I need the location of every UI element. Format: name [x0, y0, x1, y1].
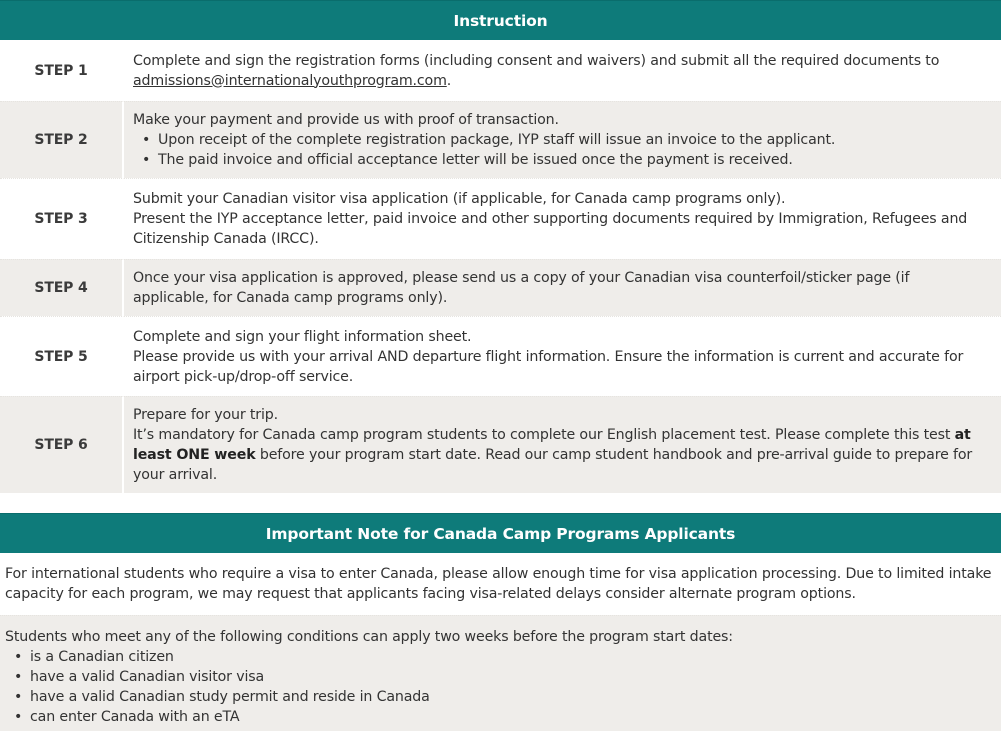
step-text-end: . — [446, 72, 452, 89]
step-text: It’s mandatory for Canada camp program students to complete our English placement test. Please complete this test — [133, 427, 955, 443]
step-line: Submit your Canadian visitor visa application (if applicable, for Canada camp programs only). — [133, 191, 786, 207]
note-paragraph: For international students who require a visa to enter Canada, please allow enough time for visa application processing. Due to limited intake capacity for each program, we may request that applicants facing visa-related delays consider alternate program options. — [0, 553, 1001, 615]
condition-item: • have a valid Canadian visitor visa — [13, 667, 996, 687]
step-body — [124, 178, 1001, 259]
bullet-item: • Upon receipt of the complete registration package, IYP staff will issue an invoice to the applicant. — [141, 130, 989, 150]
step-row-5 — [0, 316, 1001, 396]
bullet-item: • The paid invoice and official acceptance letter will be issued once the payment is received. — [141, 150, 989, 170]
step-text: Complete and sign the registration forms (including consent and waivers) and submit all the required documents to — [133, 52, 940, 69]
note-section — [0, 513, 1001, 731]
section-gap — [0, 493, 1001, 513]
step-body — [124, 259, 1001, 316]
note-conditions — [0, 615, 1001, 731]
instruction-header: Instruction — [0, 0, 1001, 40]
step-bullet-list — [133, 130, 989, 170]
emphasis-text: at least ONE week — [133, 427, 971, 463]
step-line: Please provide us with your arrival AND departure flight information. Ensure the information is current and accurate for airport pick-up/drop-off service. — [133, 348, 964, 385]
step-label: STEP 2 — [0, 101, 124, 178]
step-text: Once your visa application is approved, please send us a copy of your Canadian visa counterfoil/sticker page (if applicable, for Canada camp programs only). — [133, 270, 910, 306]
step-row-2 — [0, 101, 1001, 178]
condition-item: • is a Canadian citizen — [13, 647, 996, 667]
step-label: STEP 6 — [0, 396, 124, 493]
step-row-3 — [0, 178, 1001, 259]
step-label: STEP 1 — [0, 40, 124, 101]
conditions-list — [5, 647, 996, 727]
step-text: before your program start date. Read our camp student handbook and pre-arrival guide to prepare for your arrival. — [133, 447, 973, 483]
note-header: Important Note for Canada Camp Programs Applicants — [0, 513, 1001, 553]
step-line: Present the IYP acceptance letter, paid invoice and other supporting documents required by Immigration, Refugees and Citizenship Canada (IRCC). — [133, 211, 968, 247]
step-label: STEP 5 — [0, 316, 124, 396]
steps-table — [0, 40, 1001, 493]
condition-item: • can enter Canada with an eTA — [13, 707, 996, 727]
step-body — [124, 396, 1001, 493]
step-line: Prepare for your trip. — [133, 407, 278, 423]
step-label: STEP 4 — [0, 259, 124, 316]
step-intro: Make your payment and provide us with proof of transaction. — [133, 112, 559, 128]
step-row-6 — [0, 396, 1001, 493]
step-row-1 — [0, 40, 1001, 101]
step-label: STEP 3 — [0, 178, 124, 259]
condition-item: • have a valid Canadian study permit and reside in Canada — [13, 687, 996, 707]
email-link[interactable]: admissions@internationalyouthprogram.com — [133, 72, 447, 89]
step-row-4 — [0, 259, 1001, 316]
step-line — [133, 425, 989, 485]
step-body — [124, 316, 1001, 396]
conditions-intro: Students who meet any of the following conditions can apply two weeks before the program start dates: — [5, 629, 733, 645]
step-line: Complete and sign your flight information sheet. — [133, 328, 472, 345]
step-body — [124, 101, 1001, 178]
step-body — [124, 40, 1001, 101]
